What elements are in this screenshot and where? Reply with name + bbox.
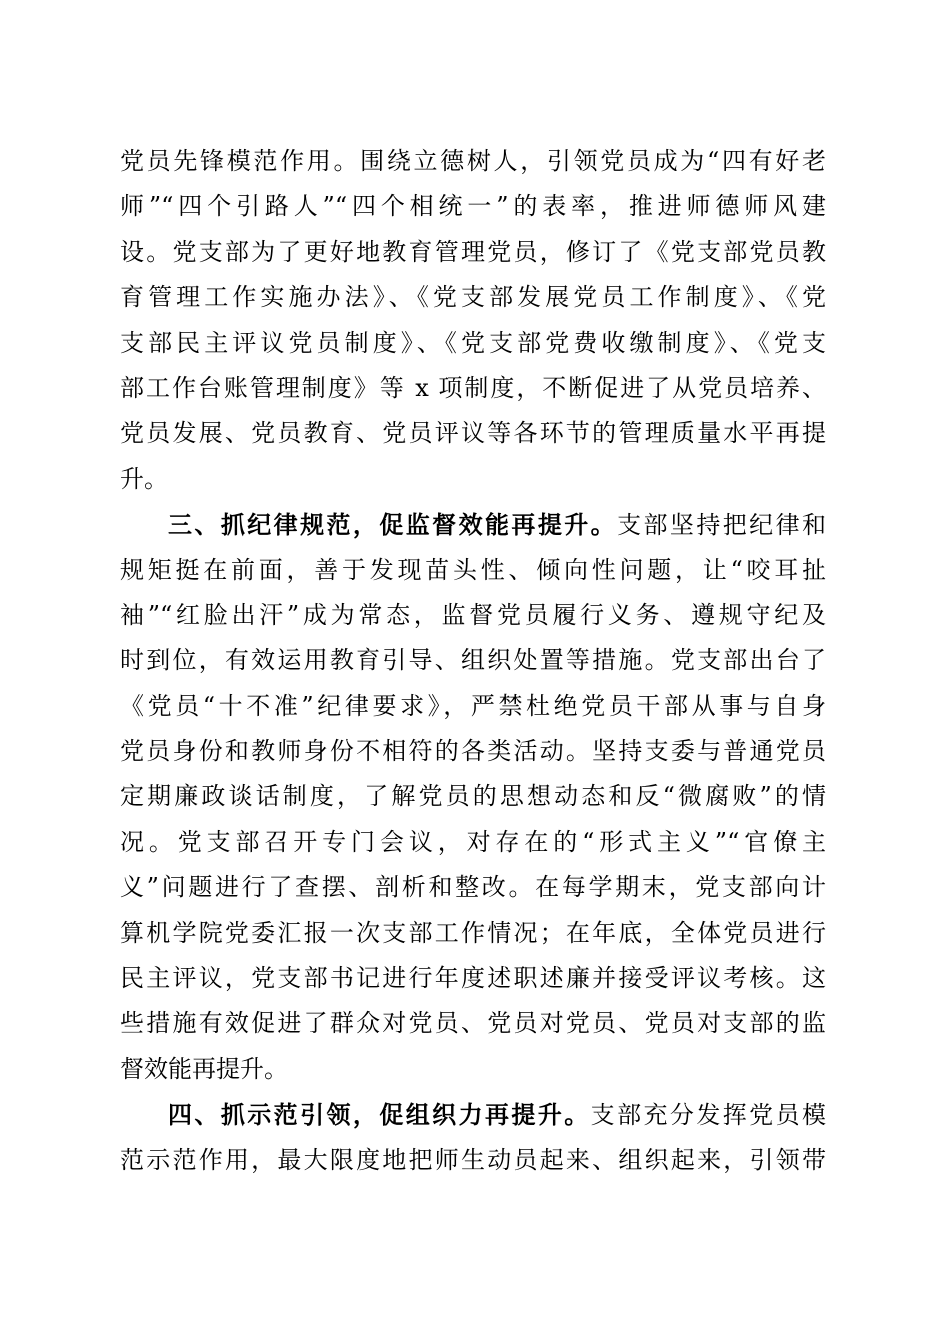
section-3-first-line <box>120 502 826 547</box>
text-line: 民主评议，党支部书记进行年度述职述廉并接受评议考核。这 <box>120 964 826 993</box>
section-4-paragraph <box>120 1092 826 1183</box>
text-line: 部工作台账管理制度》等 x 项制度，不断促进了从党员培养、 <box>120 373 826 402</box>
body-text <box>120 139 826 1183</box>
section-4-first-line <box>120 1092 826 1137</box>
text-line: 设。党支部为了更好地教育管理党员，修订了《党支部党员教 <box>120 237 826 266</box>
text-line: 党员先锋模范作用。围绕立德树人，引领党员成为“四有好老 <box>120 147 826 175</box>
text-line: 育管理工作实施办法》、《党支部发展党员工作制度》、《党 <box>120 283 826 312</box>
text-line: 督效能再提升。 <box>120 1054 288 1083</box>
section-4-heading: 四、抓示范引领，促组织力再提升。 <box>168 1100 591 1130</box>
section-3-heading: 三、抓纪律规范，促监督效能再提升。 <box>168 510 618 540</box>
section-2-continuation <box>120 139 826 502</box>
section-3-first-line-text: 支部坚持把纪律和 <box>617 511 826 540</box>
section-4-first-line-text: 支部充分发挥党员模 <box>590 1101 826 1130</box>
text-line: 况。党支部召开专门会议，对存在的“形式主义”“官僚主 <box>120 827 826 856</box>
text-line: 师”“四个引路人”“四个相统一”的表率，推进师德师风建 <box>120 192 826 221</box>
text-line: 《党员“十不准”纪律要求》，严禁杜绝党员干部从事与自身 <box>120 691 826 720</box>
text-line: 范示范作用，最大限度地把师生动员起来、组织起来，引领带 <box>120 1145 826 1174</box>
text-line: 些措施有效促进了群众对党员、党员对党员、党员对支部的监 <box>120 1009 826 1038</box>
text-line: 义”问题进行了查摆、剖析和整改。在每学期末，党支部向计 <box>120 873 826 902</box>
text-line: 党员身份和教师身份不相符的各类活动。坚持支委与普通党员 <box>120 737 826 766</box>
text-line: 算机学院党委汇报一次支部工作情况；在年底，全体党员进行 <box>120 918 826 947</box>
text-line: 规矩挺在前面，善于发现苗头性、倾向性问题，让“咬耳扯 <box>120 555 826 584</box>
text-line: 袖”“红脸出汗”成为常态，监督党员履行义务、遵规守纪及 <box>120 600 826 629</box>
text-line: 支部民主评议党员制度》、《党支部党费收缴制度》、《党支 <box>120 328 826 357</box>
text-line: 定期廉政谈话制度，了解党员的思想动态和反“微腐败”的情 <box>120 782 826 811</box>
text-line: 党员发展、党员教育、党员评议等各环节的管理质量水平再提 <box>120 419 826 448</box>
section-3-paragraph <box>120 502 826 1092</box>
text-line: 时到位，有效运用教育引导、组织处置等措施。党支部出台了 <box>120 646 826 675</box>
text-line: 升。 <box>120 464 168 493</box>
